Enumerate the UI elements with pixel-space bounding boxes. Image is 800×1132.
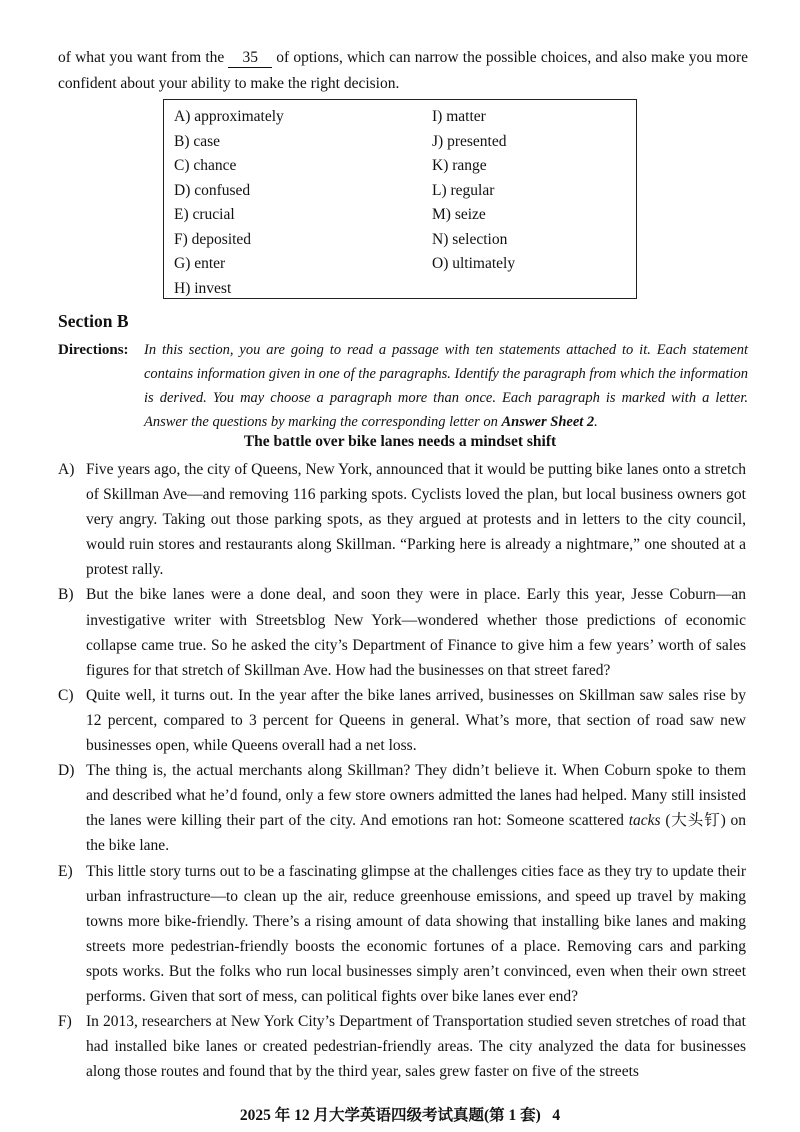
paragraph-letter: D) <box>58 762 75 780</box>
section-title: Section B <box>58 311 129 331</box>
page-footer <box>0 1103 800 1125</box>
intro-text-before: of what you want from the <box>58 49 225 66</box>
word-option: E) crucial <box>174 206 235 223</box>
directions-body: In this section, you are going to read a passage with ten statements attached to it. Each statement contains information given in one of the paragraphs. Identify the paragraph from which the information is derived. You may choose a paragraph more than once. Each paragraph is marked with a letter. Answer the questions by marking the corresponding letter on <box>144 342 748 430</box>
word-option: F) deposited <box>174 230 252 248</box>
paragraph-letter: A) <box>58 461 75 478</box>
word-option: D) confused <box>174 181 251 199</box>
word-option: A) approximately <box>174 108 284 125</box>
blank-35: 35 <box>228 49 272 68</box>
word-bank-right-column <box>432 105 515 277</box>
passage-title: The battle over bike lanes needs a mindset shift <box>243 433 557 450</box>
word-option: G) enter <box>174 255 226 272</box>
paragraph-d <box>58 758 746 858</box>
word-option: B) case <box>174 132 221 150</box>
word-option: N) selection <box>432 230 508 248</box>
word-bank-left-column <box>174 105 284 301</box>
directions-label: Directions: <box>58 342 129 358</box>
directions-block <box>58 338 748 434</box>
paragraph-letter: C) <box>58 686 74 704</box>
paragraph-text: Five years ago, the city of Queens, New York, announced that it would be putting bike lanes onto a stretch of Skillman Ave—and removing 116 parking spots. Cyclists loved the plan, but local business owners got very angry. Taking out those parking spots, as they argued at protests and in letters to the city council, would ruin stores and restaurants along Skillman. “Parking here is already a nightmare,” one shouted at a protest rally. <box>86 461 746 579</box>
passage-body <box>58 457 746 1084</box>
answer-sheet-reference: Answer Sheet 2 <box>501 414 595 430</box>
italic-term: tacks <box>628 812 661 830</box>
directions-text <box>144 338 748 434</box>
paragraph-c <box>58 683 746 758</box>
word-option: J) presented <box>432 132 507 150</box>
paragraph-text: Quite well, it turns out. In the year after the bike lanes arrived, businesses on Skillman saw sales rise by 12 percent, compared to 3 percent for Queens in general. What’s more, that section of road saw new businesses open, while Queens overall had a net loss. <box>86 686 746 755</box>
word-option: K) range <box>432 157 487 174</box>
word-bank-box <box>163 99 637 299</box>
paragraph-e <box>58 859 746 1010</box>
word-option: M) seize <box>432 206 486 223</box>
page-number: 4 <box>552 1107 561 1124</box>
paragraph-text: In 2013, researchers at New York City’s Department of Transportation studied seven stretches of road that had installed bike lanes or created pedestrian-friendly areas. The city analyzed the data for businesses along those routes and found that by the third year, sales grew faster on five of the streets <box>86 1013 746 1081</box>
paragraph-a <box>58 457 746 582</box>
paragraph-letter: E) <box>58 862 73 880</box>
paragraph-f <box>58 1009 746 1084</box>
intro-text-after: of options, which can narrow the possible choices, and also make you more confident about your ability to make the right decision. <box>58 49 748 92</box>
paragraph-text: But the bike lanes were a done deal, and soon they were in place. Early this year, Jesse Coburn—an investigative writer with Streetsblog New York—wondered whether those predictions of economic collapse came true. So he asked the city’s Department of Finance to give him a few years’ worth of sales figures for that stretch of Skillman Ave. How had the businesses on that street fared? <box>86 586 746 679</box>
paragraph-text-end: (大头钉) on the bike lane. <box>86 812 747 855</box>
directions-end: . <box>594 414 598 430</box>
paragraph-b <box>58 582 746 682</box>
word-option: H) invest <box>174 279 232 297</box>
word-option: C) chance <box>174 157 237 174</box>
footer-text: 2025 年 12 月大学英语四级考试真题(第 1 套) <box>239 1107 541 1124</box>
paragraph-text: This little story turns out to be a fascinating glimpse at the challenges cities face as they try to update their urban infrastructure—to clean up the air, reduce greenhouse emissions, and speed up travel by making towns more bike-friendly. There’s a rising amount of data showing that installing bike lanes and making streets more pedestrian-friendly boosts the economic fortunes of a place. Removing cars and parking spots works. But the folks who run local businesses simply aren’t convinced, even when their own street performs. Given that sort of mess, can political fights over bike lanes ever end? <box>86 862 746 1005</box>
intro-paragraph <box>58 45 748 97</box>
paragraph-letter: F) <box>58 1013 72 1031</box>
word-option: O) ultimately <box>432 255 516 272</box>
paragraph-letter: B) <box>58 586 74 604</box>
paragraph-text: The thing is, the actual merchants along Skillman? They didn’t believe it. When Coburn spoke to them and described what he’d found, only a few store owners admitted the lanes had helped. Many still insisted the lanes were killing their part of the city. And emotions ran hot: Someone scattered <box>86 762 746 830</box>
word-option: I) matter <box>432 108 486 125</box>
word-option: L) regular <box>432 181 495 199</box>
